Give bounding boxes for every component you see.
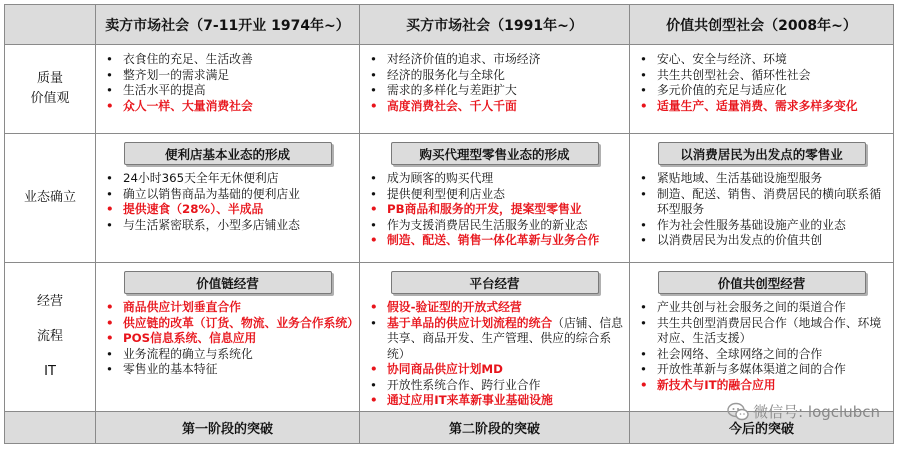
footer-stage-one: 第一阶段的突破	[96, 412, 360, 444]
list-item: • 作为社会性服务基础设施产业的业态	[638, 218, 889, 234]
cell-format-col3	[630, 134, 894, 263]
list-item: • 零售业的基本特征	[104, 362, 355, 378]
list-item: • 整齐划一的需求满足	[104, 68, 355, 84]
section-title-box: 价值链经营	[124, 271, 332, 294]
list-item: • 成为顾客的购买代理	[368, 171, 625, 187]
list-item-highlight: • 商品供应计划垂直合作	[104, 300, 355, 316]
list-item-highlight: • 协同商品供应计划MD	[368, 362, 625, 378]
list-item: • 24小时365天全年无休便利店	[104, 171, 355, 187]
list-item-highlight: • 制造、配送、销售一体化革新与业务合作	[368, 233, 625, 249]
watermark-text: 微信号: logclubcn	[753, 403, 880, 421]
section-title-box: 平台经营	[391, 271, 599, 294]
cell-quality-col2	[360, 45, 630, 134]
list-item-highlight: • 众人一样、大量消费社会	[104, 99, 355, 115]
list-item-highlight: • 假设-验证型的开放式经营	[368, 300, 625, 316]
list-item: • 安心、安全与经济、环境	[638, 52, 889, 68]
list-item-mixed	[368, 316, 625, 363]
bullet-list	[360, 45, 629, 114]
row-label-line: 业态确立	[23, 190, 76, 205]
highlight-text: 基于单品的供应计划流程的统合	[387, 315, 553, 330]
list-item: • 共生共创型社会、循环性社会	[638, 68, 889, 84]
header-buyer-market: 买方市场社会（1991年~）	[360, 4, 630, 45]
list-item-highlight: • 供应链的改革（订货、物流、业务合作系统）	[104, 316, 355, 332]
bullet-list	[630, 171, 893, 249]
bullet-list	[630, 300, 893, 393]
list-item-highlight: • 适量生产、适量消费、需求多样多变化	[638, 99, 889, 115]
header-corner	[4, 4, 96, 45]
bullet-list	[96, 300, 359, 378]
cell-quality-col1	[96, 45, 360, 134]
list-item: • 生活水平的提高	[104, 83, 355, 99]
list-item: • 多元价值的充足与适应化	[638, 83, 889, 99]
list-item: • 对经济价值的追求、市场经济	[368, 52, 625, 68]
list-item: • 经济的服务化与全球化	[368, 68, 625, 84]
section-title-box: 价值共创型经营	[658, 271, 866, 294]
bullet-list	[630, 45, 893, 114]
row-label-quality-values	[4, 45, 96, 134]
list-item: • 开放性系统合作、跨行业合作	[368, 378, 625, 394]
wechat-icon	[727, 402, 749, 422]
wechat-watermark	[727, 401, 880, 422]
list-item: • 衣食住的充足、生活改善	[104, 52, 355, 68]
list-item: • 产业共创与社会服务之间的渠道合作	[638, 300, 889, 316]
list-item: • 以消费居民为出发点的价值共创	[638, 233, 889, 249]
footer-future: 今后的突破	[630, 412, 894, 444]
row-label-line: IT	[44, 364, 56, 379]
bullet-list	[360, 171, 629, 249]
section-title-box: 便利店基本业态的形成	[124, 142, 332, 165]
section-title-box: 购买代理型零售业态的形成	[391, 142, 599, 165]
cell-operations-col3	[630, 263, 894, 412]
list-item: • 紧贴地域、生活基础设施型服务	[638, 171, 889, 187]
bullet-list	[96, 45, 359, 114]
cell-operations-col2	[360, 263, 630, 412]
list-item-highlight: • POS信息系统、信息应用	[104, 331, 355, 347]
list-item: • 需求的多样化与差距扩大	[368, 83, 625, 99]
section-title-box: 以消费居民为出发点的零售业	[658, 142, 866, 165]
row-label-operations	[4, 263, 96, 412]
cell-format-col2	[360, 134, 630, 263]
cell-format-col1	[96, 134, 360, 263]
row-label-line: 流程	[36, 329, 63, 344]
list-item: • 提供便利型便利店业态	[368, 187, 625, 203]
list-item: • 业务流程的确立与系统化	[104, 347, 355, 363]
list-item-highlight: • PB商品和服务的开发，提案型零售业	[368, 202, 625, 218]
list-item: • 作为支援消费居民生活服务业的新业态	[368, 218, 625, 234]
detail-text: （店铺、信息共享、商品开发、生产管理、供应的综合系统）	[387, 315, 623, 361]
row-label-line: 质量	[36, 71, 63, 86]
footer-corner	[4, 412, 96, 444]
list-item-highlight: • 高度消费社会、千人千面	[368, 99, 625, 115]
header-seller-market: 卖方市场社会（7-11开业 1974年~）	[96, 4, 360, 45]
list-item: • 与生活紧密联系，小型多店铺业态	[104, 218, 355, 234]
bullet-list	[360, 300, 629, 409]
bullet-list	[96, 171, 359, 233]
row-label-line: 价值观	[30, 91, 70, 106]
list-item: • 开放性革新与多媒体渠道之间的合作	[638, 362, 889, 378]
list-item-highlight: • 新技术与IT的融合应用	[638, 378, 889, 394]
list-item: • 社会网络、全球网络之间的合作	[638, 347, 889, 363]
row-label-line: 经营	[36, 294, 63, 309]
footer-stage-two: 第二阶段的突破	[360, 412, 630, 444]
list-item: • 确立以销售商品为基础的便利店业	[104, 187, 355, 203]
header-value-cocreation: 价值共创型社会（2008年~）	[630, 4, 894, 45]
list-item: • 制造、配送、销售、消费居民的横向联系循环型服务	[638, 187, 889, 218]
cell-operations-col1	[96, 263, 360, 412]
comparison-table	[4, 4, 894, 444]
list-item-highlight: • 通过应用IT来革新事业基础设施	[368, 393, 625, 409]
list-item: • 共生共创型消费居民合作（地域合作、环境对应、生活支援）	[638, 316, 889, 347]
list-item-highlight: • 提供速食（28%）、半成品	[104, 202, 355, 218]
table-grid	[4, 4, 894, 444]
row-label-format	[4, 134, 96, 263]
cell-quality-col3	[630, 45, 894, 134]
